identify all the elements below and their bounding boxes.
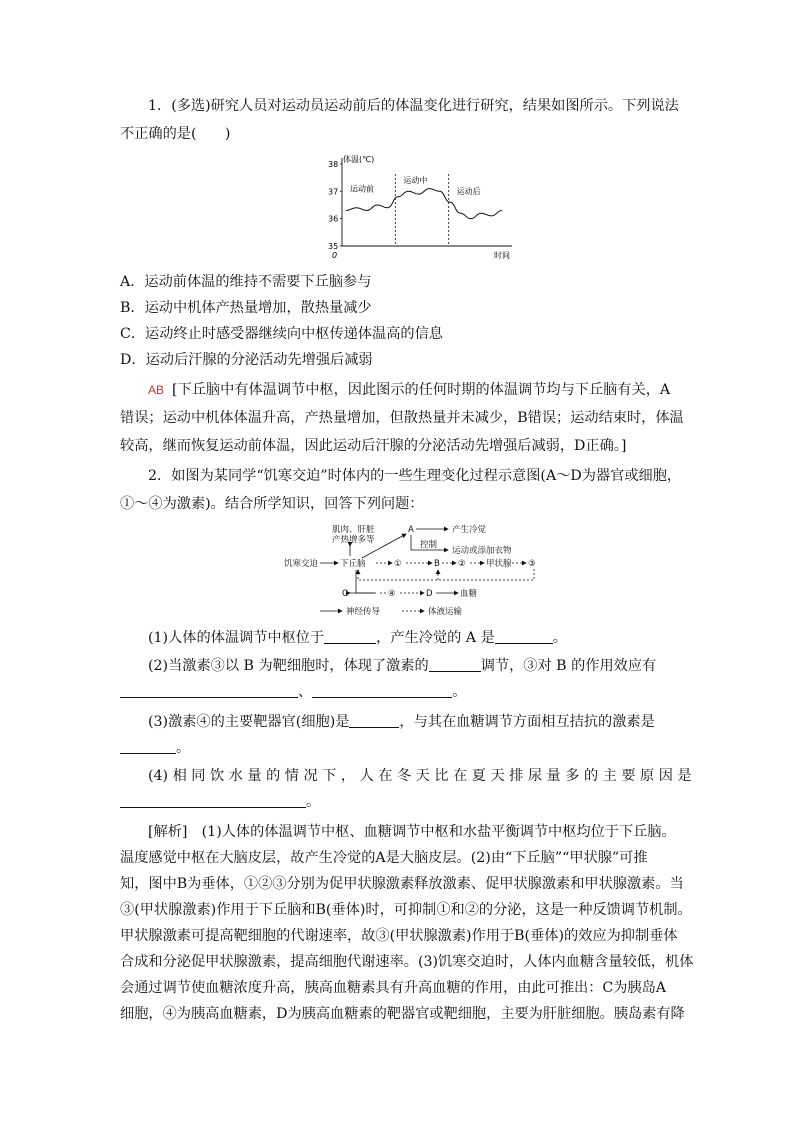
q2-sub3-blank-2[interactable] bbox=[120, 739, 176, 754]
q2-sub3-text-a: (3)激素④的主要靶器官(细胞)是 bbox=[148, 714, 350, 730]
body-temperature-chart bbox=[300, 152, 520, 260]
q2-stem-line2: ①～④为激素)。结合所学知识，回答下列问题： bbox=[120, 496, 424, 512]
hormone-2: ② bbox=[458, 559, 466, 569]
q2-sub2 bbox=[148, 656, 656, 676]
regulation-diagram bbox=[280, 520, 550, 620]
q2-sub1-text-a: (1)人体的体温调节中枢位于 bbox=[148, 630, 325, 646]
q1-explanation-line1 bbox=[148, 380, 670, 400]
q1-stem-line1: 1．(多选)研究人员对运动员运动前后的体温变化进行研究，结果如图所示。下列说法 bbox=[148, 98, 679, 114]
q1-option-b: B．运动中机体产热量增加，散热量减少 bbox=[120, 300, 372, 316]
heat-production-label: 产热增多等 bbox=[332, 535, 375, 545]
exercise-label: 运动或添加衣物 bbox=[452, 546, 512, 556]
analysis-line3: 知，图中B为垂体，①②③分别为促甲状腺激素释放激素、促甲状腺激素和甲状腺激素。当 bbox=[120, 876, 684, 892]
hormone-4: ④ bbox=[388, 589, 396, 599]
q1-stem-line2: 不正确的是( ) bbox=[120, 126, 231, 142]
q1-explanation-text: [下丘脑中有体温调节中枢，因此图示的任何时期的体温调节均与下丘脑有关，A bbox=[172, 382, 671, 398]
analysis-line1: [解析] (1)人体的体温调节中枢、血糖调节中枢和水盐平衡调节中枢均位于下丘脑。 bbox=[148, 824, 676, 840]
q2-stem-line1: 2．如图为某同学“饥寒交迫”时体内的一些生理变化过程示意图(A～D为器官或细胞， bbox=[148, 468, 682, 484]
x-axis-label: 时间 bbox=[494, 251, 510, 260]
q1-option-c: C．运动终止时感受器继续向中枢传递体温高的信息 bbox=[120, 326, 443, 342]
q2-sub3-end: 。 bbox=[176, 740, 191, 756]
analysis-line2: 温度感觉中枢在大脑皮层，故产生冷觉的A是大脑皮层。(2)由“下丘脑”“甲状腺”可推 bbox=[120, 850, 648, 866]
q2-sub2-blank-2[interactable] bbox=[120, 683, 298, 698]
q2-sub1-text-b: ，产生冷觉的 A 是 bbox=[376, 630, 495, 646]
q2-sub2-cont bbox=[120, 682, 466, 702]
phase-label: 运动前 bbox=[350, 184, 374, 194]
control-label: 控制 bbox=[420, 540, 438, 550]
analysis-line8: 细胞，④为胰高血糖素，D为胰高血糖素的靶器官或靶细胞，主要为肝脏细胞。胰岛素有降 bbox=[120, 1006, 685, 1022]
q2-sub2-text-a: (2)当激素③以 B 为靶细胞时，体现了激素的 bbox=[148, 658, 429, 674]
q2-sub2-end: 。 bbox=[452, 684, 467, 700]
y-tick-label: 35 bbox=[328, 242, 339, 251]
q2-sub3-text-b: ，与其在血糖调节方面相互拮抗的激素是 bbox=[399, 714, 655, 730]
origin-label: 0 bbox=[332, 251, 338, 260]
node-d: D bbox=[426, 589, 433, 599]
analysis-line5: 甲状腺激素可提高靶细胞的代谢速率，故③(甲状腺激素)作用于B(垂体)的效应为抑制垂体 bbox=[120, 928, 678, 944]
blood-sugar-label: 血糖 bbox=[460, 589, 478, 599]
y-axis-label: 体温(℃) bbox=[343, 155, 375, 164]
thyroid-label: 甲状腺 bbox=[486, 559, 512, 569]
hunger-cold-label: 饥寒交迫 bbox=[284, 559, 319, 569]
analysis-line7: 会通过调节使血糖浓度升高，胰高血糖素具有升高血糖的作用，由此可推出：C为胰岛A bbox=[120, 980, 667, 996]
q2-sub1-end: 。 bbox=[552, 630, 567, 646]
node-a: A bbox=[408, 525, 414, 535]
q2-sub2-blank-3[interactable] bbox=[312, 683, 452, 698]
feedback-hypothalamus-line bbox=[358, 569, 534, 580]
q1-option-d: D．运动后汗腺的分泌活动先增强后减弱 bbox=[120, 352, 373, 368]
q2-sub2-sep: 、 bbox=[298, 684, 313, 700]
muscle-liver-label: 肌肉、肝脏 bbox=[332, 525, 375, 535]
hypothalamus-label: 下丘脑 bbox=[340, 559, 366, 569]
q2-sub2-blank-1[interactable] bbox=[429, 657, 481, 672]
phase-label: 运动后 bbox=[456, 187, 481, 197]
q1-answer-label: AB bbox=[148, 383, 165, 397]
q2-sub3-blank-1[interactable] bbox=[349, 713, 399, 728]
analysis-line4: ③(甲状腺激素)作用于下丘脑和B(垂体)时，可抑制①和②的分泌，这是一种反馈调节机制。 bbox=[120, 902, 692, 918]
q1-option-a: A．运动前体温的维持不需要下丘脑参与 bbox=[120, 274, 372, 290]
node-b: B bbox=[434, 559, 440, 569]
phase-label: 运动中 bbox=[403, 176, 428, 186]
analysis-line6: 合成和分泌促甲状腺激素，提高细胞代谢速率。(3)饥寒交迫时，人体内血糖含量较低，机体 bbox=[120, 954, 694, 970]
q2-sub4: (4) 相 同 饮 水 量 的 情 况 下 ， 人 在 冬 天 比 在 夏 天 排 尿 量 多 的 主 要 原 因 是 bbox=[148, 768, 692, 784]
q1-explanation-line2: 错误；运动中机体体温升高，产热量增加，但散热量并未减少，B错误；运动结束时，体温 bbox=[120, 410, 684, 426]
q2-sub2-text-b: 调节，③对 B 的作用效应有 bbox=[480, 658, 657, 674]
node-c: C bbox=[342, 589, 348, 599]
q2-sub1 bbox=[148, 628, 567, 648]
y-tick-label: 38 bbox=[328, 160, 339, 169]
hormone-1: ① bbox=[394, 559, 402, 569]
q2-sub3-cont bbox=[120, 738, 190, 758]
q2-sub4-cont bbox=[120, 792, 320, 812]
hormone-3: ③ bbox=[528, 559, 536, 569]
q2-sub4-blank[interactable] bbox=[120, 793, 306, 808]
legend-nerve-label: 神经传导 bbox=[346, 607, 381, 617]
q2-sub1-blank-1[interactable] bbox=[324, 629, 376, 644]
q2-sub1-blank-2[interactable] bbox=[495, 629, 553, 644]
y-tick-label: 36 bbox=[328, 214, 339, 224]
q1-explanation-line3: 较高，继而恢复运动前体温，因此运动后汗腺的分泌活动先增强后减弱，D正确。] bbox=[120, 438, 627, 454]
q2-sub3 bbox=[148, 712, 655, 732]
y-tick-label: 37 bbox=[328, 187, 339, 197]
q2-sub4-end: 。 bbox=[306, 794, 321, 810]
legend-humoral-label: 体液运输 bbox=[428, 607, 463, 617]
feel-cold-label: 产生冷觉 bbox=[452, 525, 487, 535]
